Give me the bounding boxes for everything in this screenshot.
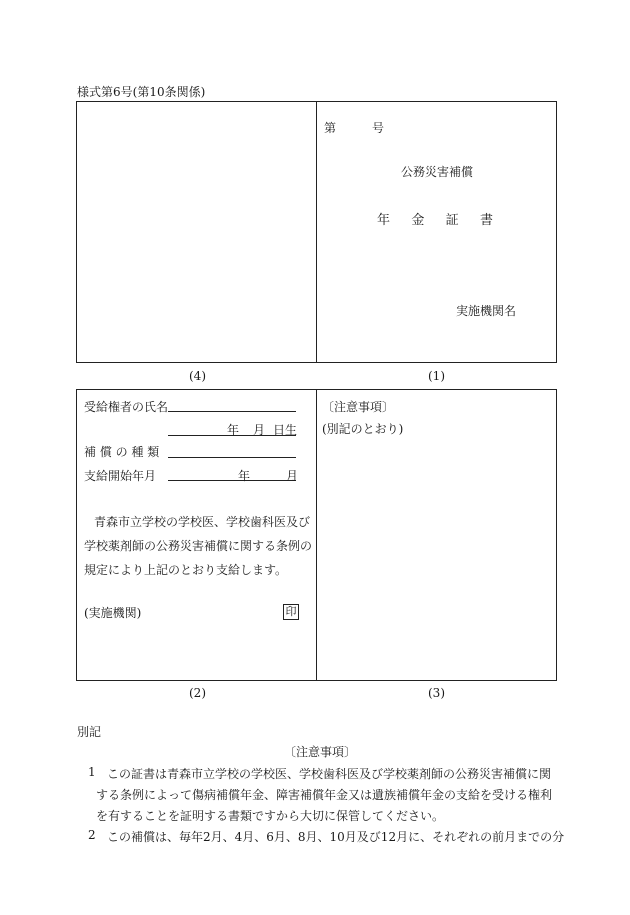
appendix-label: 別記 [77,725,102,739]
note-number: 2 [88,828,96,842]
note-line: この補償は、毎年2月、4月、6月、8月、10月及び12月に、それぞれの前月までの分 [107,830,565,844]
institution-name: 実施機関名 [456,304,517,318]
title-char: 金 [411,213,425,228]
start-month: 月 [286,469,299,483]
compensation-type-line [168,457,296,458]
seal-mark: 印 [283,604,299,620]
title-char: 証 [445,213,459,228]
note-line: する条例によって傷病補償年金、障害補償年金又は遺族補償年金の支給を受ける権利 [96,788,553,802]
appendix-heading: 〔注意事項〕 [284,745,357,759]
statement-line: 青森市立学校の学校医、学校歯科医及び [94,515,311,529]
panel-number-2: (2) [189,686,206,700]
certificate-number-prefix: 第 [324,121,337,135]
form-label: 様式第6号(第10条関係) [77,85,206,99]
note-number: 1 [88,765,96,779]
recipient-name-line [168,411,296,412]
certificate-title-large [377,209,493,228]
start-year: 年 [238,469,251,483]
statement-line: 学校薬剤師の公務災害補償に関する条例の [84,539,313,553]
start-date-line [168,480,296,481]
notes-reference: (別記のとおり) [322,422,404,436]
start-date-label: 支給開始年月 [84,469,157,483]
title-char: 書 [479,213,493,228]
recipient-name-label: 受給権者の氏名 [84,400,169,414]
compensation-type-label: 補 償 の 種 類 [84,445,160,459]
panel-2-payment [76,389,317,681]
birth-year: 年 [227,423,240,437]
panel-number-3: (3) [428,686,445,700]
certificate-number-suffix: 号 [372,121,385,135]
certificate-title-small: 公務災害補償 [401,165,474,179]
title-char: 年 [377,213,391,228]
note-line: を有することを証明する書類ですから大切に保管してください。 [96,809,445,823]
panel-1-certificate [316,101,557,363]
note-line: この証書は青森市立学校の学校医、学校歯科医及び学校薬剤師の公務災害補償に関 [107,767,552,781]
statement-line: 規定により上記のとおり支給します。 [84,563,288,577]
birth-day: 日生 [273,423,298,437]
notes-heading: 〔注意事項〕 [322,400,395,414]
panel-4-blank [76,101,317,363]
birth-month: 月 [253,423,266,437]
panel-3-notes [316,389,557,681]
institution-label: (実施機関) [84,606,142,620]
panel-number-1: (1) [428,369,445,383]
panel-number-4: (4) [189,369,206,383]
